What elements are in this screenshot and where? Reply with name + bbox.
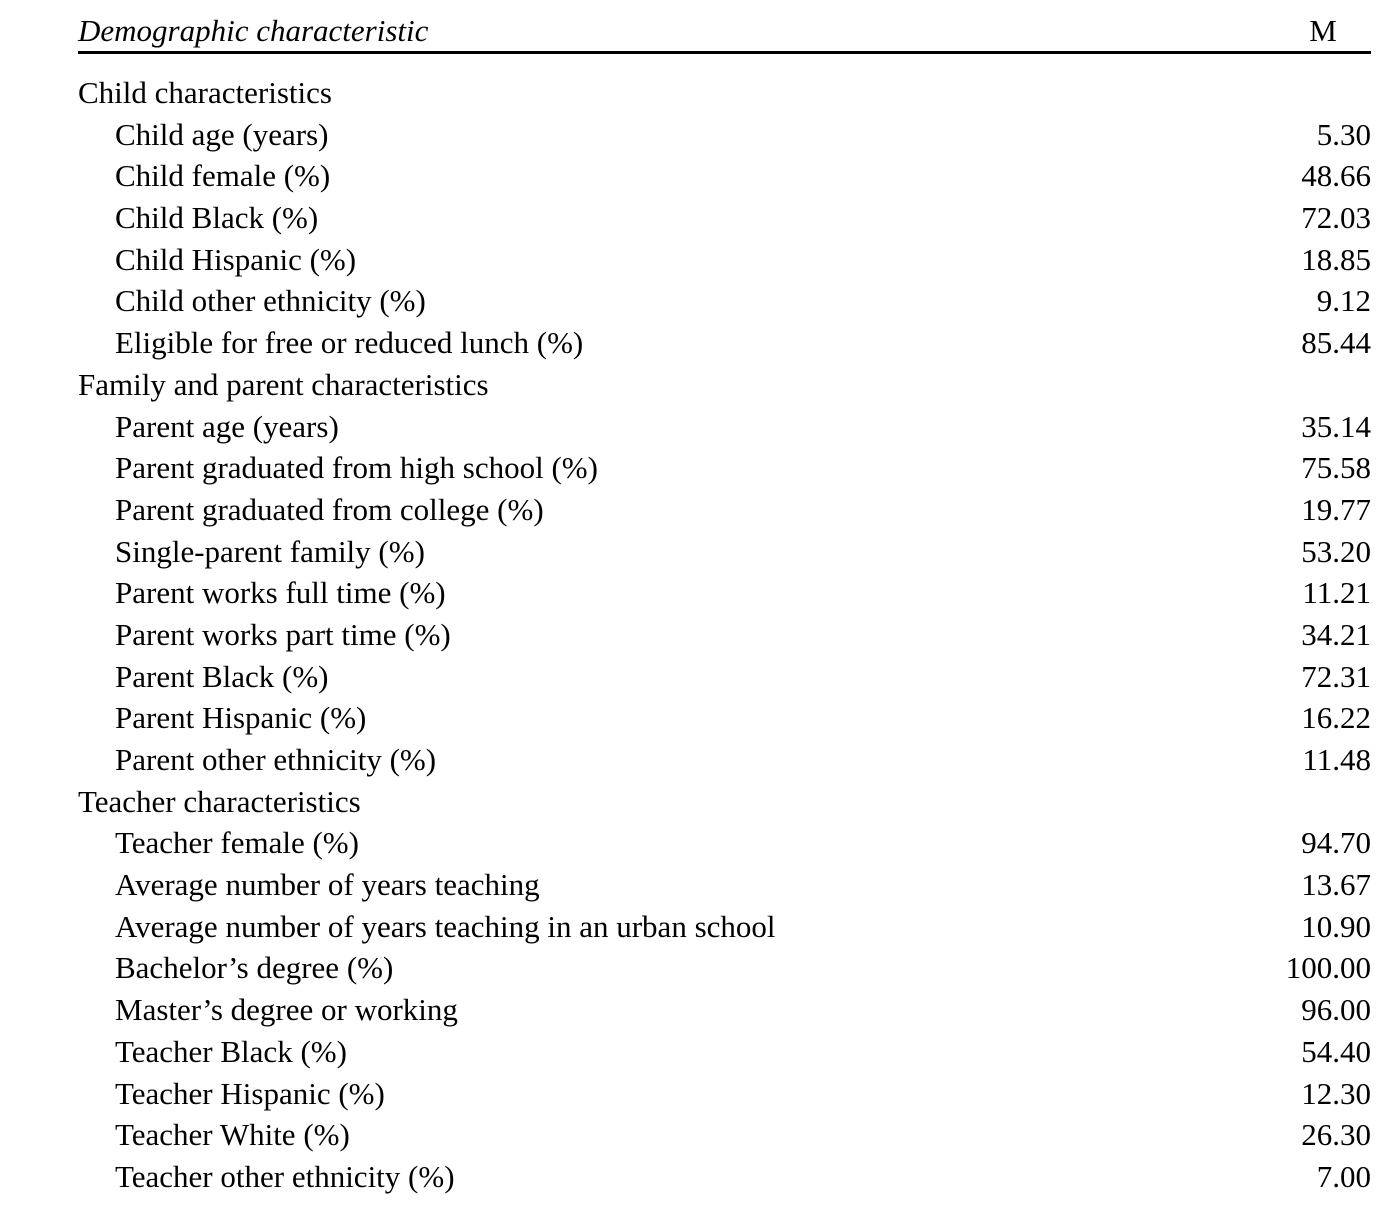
row-value: 35.14 (1301, 408, 1371, 444)
table-body (78, 72, 1371, 1198)
row-value: 7.00 (1316, 1158, 1371, 1194)
row-value: 75.58 (1301, 450, 1371, 486)
row-label: Child age (years) (115, 116, 329, 152)
row-value: 10.90 (1301, 908, 1371, 944)
row-value: 100.00 (1285, 950, 1371, 986)
row-value: 16.22 (1301, 700, 1371, 736)
table-row (78, 739, 1371, 781)
section-row (78, 72, 1371, 114)
table-row (78, 197, 1371, 239)
row-label: Teacher female (%) (115, 825, 359, 861)
table-row (78, 322, 1371, 364)
row-label: Teacher White (%) (115, 1117, 350, 1153)
section-row (78, 781, 1371, 823)
table-row (78, 697, 1371, 739)
row-label: Parent works part time (%) (115, 616, 451, 652)
table-row (78, 572, 1371, 614)
row-value: 12.30 (1301, 1075, 1371, 1111)
row-label: Bachelor’s degree (%) (115, 950, 394, 986)
row-label: Teacher other ethnicity (%) (115, 1158, 455, 1194)
table-header-row (78, 0, 1371, 54)
table-row (78, 822, 1371, 864)
table-row (78, 906, 1371, 948)
section-title: Family and parent characteristics (78, 366, 489, 402)
row-label: Average number of years teaching (115, 867, 540, 903)
table-row (78, 447, 1371, 489)
row-label: Child Black (%) (115, 200, 319, 236)
row-value: 53.20 (1301, 533, 1371, 569)
row-label: Eligible for free or reduced lunch (%) (115, 325, 584, 361)
row-label: Parent graduated from high school (%) (115, 450, 598, 486)
row-value: 9.12 (1316, 283, 1371, 319)
row-value: 18.85 (1301, 241, 1371, 277)
row-value: 94.70 (1301, 825, 1371, 861)
row-value: 85.44 (1301, 325, 1371, 361)
row-value: 96.00 (1301, 992, 1371, 1028)
table-row (78, 280, 1371, 322)
table-row (78, 489, 1371, 531)
column-header-characteristic: Demographic characteristic (78, 13, 429, 48)
table-row (78, 155, 1371, 197)
table-row (78, 989, 1371, 1031)
row-label: Parent Hispanic (%) (115, 700, 367, 736)
row-value: 72.31 (1301, 658, 1371, 694)
row-label: Master’s degree or working (115, 992, 458, 1028)
table-row (78, 1031, 1371, 1073)
table-row (78, 531, 1371, 573)
row-value: 13.67 (1301, 867, 1371, 903)
row-label: Parent age (years) (115, 408, 339, 444)
row-value: 26.30 (1301, 1117, 1371, 1153)
row-value: 19.77 (1301, 491, 1371, 527)
row-value: 34.21 (1301, 616, 1371, 652)
table-row (78, 1156, 1371, 1198)
row-label: Child Hispanic (%) (115, 241, 357, 277)
table-row (78, 239, 1371, 281)
row-value: 72.03 (1301, 200, 1371, 236)
row-label: Parent graduated from college (%) (115, 491, 544, 527)
table-row (78, 947, 1371, 989)
table-row (78, 406, 1371, 448)
row-label: Teacher Hispanic (%) (115, 1075, 385, 1111)
row-label: Parent other ethnicity (%) (115, 742, 437, 777)
row-label: Child female (%) (115, 158, 331, 194)
section-row (78, 364, 1371, 406)
table-row (78, 114, 1371, 156)
row-label: Parent works full time (%) (115, 575, 446, 611)
row-value: 54.40 (1301, 1033, 1371, 1069)
section-title: Child characteristics (78, 75, 332, 110)
table-row (78, 656, 1371, 698)
table-row (78, 1073, 1371, 1115)
table-row (78, 614, 1371, 656)
row-label: Single-parent family (%) (115, 533, 425, 569)
section-title: Teacher characteristics (78, 783, 361, 819)
row-value: 48.66 (1301, 158, 1371, 194)
table-row (78, 864, 1371, 906)
column-header-m: M (1309, 13, 1337, 48)
row-value: 11.48 (1302, 742, 1371, 777)
demographic-table (78, 0, 1371, 1198)
row-value: 5.30 (1316, 116, 1371, 152)
table-row (78, 1114, 1371, 1156)
row-label: Child other ethnicity (%) (115, 283, 426, 319)
row-label: Parent Black (%) (115, 658, 329, 694)
row-label: Average number of years teaching in an urban school (115, 908, 776, 944)
row-label: Teacher Black (%) (115, 1033, 347, 1069)
row-value: 11.21 (1302, 575, 1371, 611)
